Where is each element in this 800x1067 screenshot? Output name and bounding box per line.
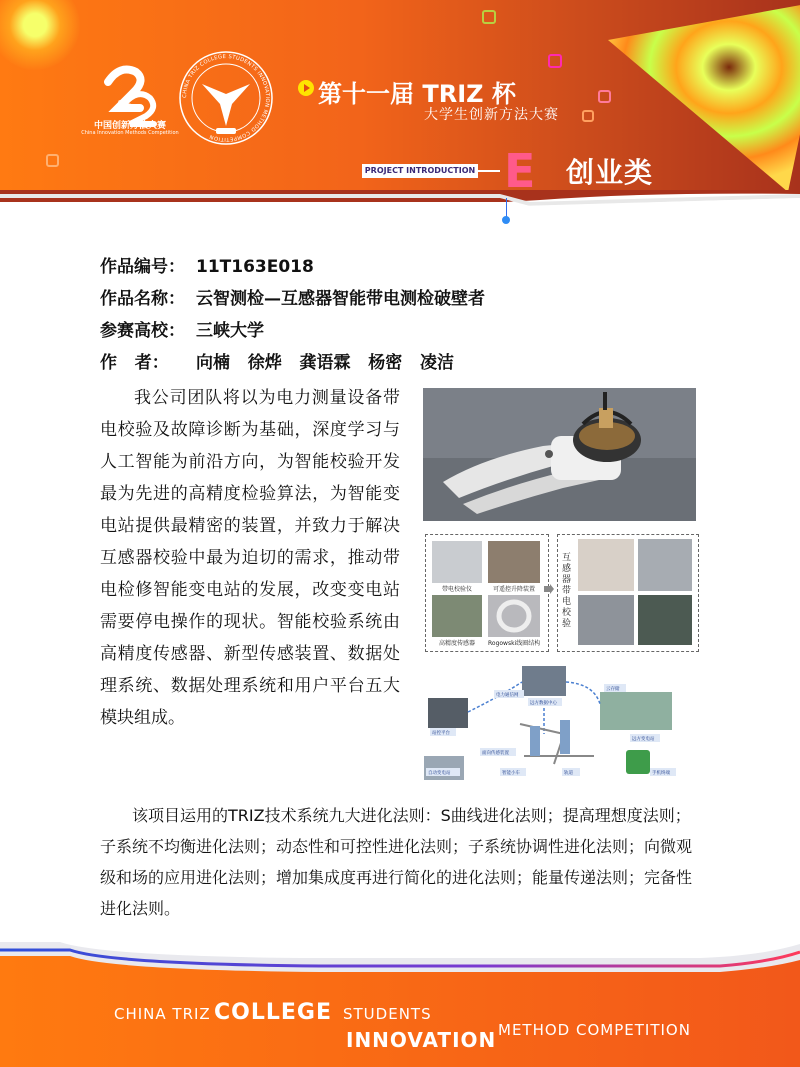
info-row-authors — [100, 348, 485, 380]
scene-thumbnail — [578, 539, 634, 591]
category-letter: E — [504, 144, 536, 190]
header-banner — [0, 0, 800, 190]
diagram-node — [600, 692, 672, 730]
info-key: 作品名称： — [100, 289, 185, 309]
diagram-label: 轨道 — [564, 771, 573, 776]
diagram-label: 自动变电站 — [428, 771, 451, 776]
divider — [506, 198, 507, 218]
system-architecture-diagram — [424, 664, 698, 782]
footer-text-china-triz: CHINA TRIZ — [114, 1005, 211, 1023]
figure-caption: 高精度传感器 — [438, 640, 475, 647]
project-info — [100, 252, 485, 380]
footer-text-innovation: INNOVATION — [346, 1028, 497, 1052]
diagram-label: 远方变电站 — [632, 737, 655, 742]
figure-caption: 可遥控升降装置 — [492, 586, 535, 593]
figure-caption: Rogowski线圈结构 — [488, 640, 541, 647]
triz-competition-emblem-icon — [176, 48, 276, 148]
cimc-logo-subtitle: China Innovation Methods Competition — [81, 130, 179, 136]
figure-caption: 带电校验仪 — [441, 586, 472, 593]
accent-dot — [502, 216, 510, 224]
scene-thumbnail — [578, 595, 634, 645]
diagram-node — [522, 666, 566, 696]
device-photo — [423, 388, 696, 521]
divider — [478, 170, 500, 172]
decorative-square — [598, 90, 611, 103]
arrow-right-icon — [544, 584, 554, 594]
decorative-square — [46, 154, 59, 167]
project-introduction-tag: PROJECT INTRODUCTION — [362, 164, 478, 178]
info-key: 作 者： — [100, 353, 169, 373]
device-thumbnail — [432, 595, 482, 637]
info-value: 11T163E018 — [196, 257, 314, 277]
device-thumbnail — [488, 541, 540, 583]
category-label: 创业类 — [566, 156, 654, 189]
side-label: 互感器带电校验 — [562, 553, 572, 629]
diagram-label: 手机终端 — [652, 771, 670, 776]
diagram-label: 云存储 — [606, 687, 620, 692]
info-key: 作品编号： — [100, 257, 185, 277]
triz-laws-paragraph: 该项目运用的TRIZ技术系统九大进化法则：S曲线进化法则；提高理想度法则；子系统不均衡进化法则；动态性和可控性进化法则；子系统协调性进化法则；向微观级和场的应用进化法则；增加集成度再进行简化的进化法则；能量传递法则；完备性进化法则。 — [100, 806, 693, 918]
scene-thumbnail — [638, 539, 692, 591]
diagram-label: 智能小车 — [502, 771, 520, 776]
svg-text:CIMC: CIMC — [118, 100, 131, 106]
project-description: 我公司团队将以为电力测量设备带电校验及故障诊断为基础，深度学习与人工智能为前沿方向，为智能校验开发最为先进的高精度检验算法，为智能变电站提供最精密的装置，并致力于解决互感器校验中最为迫切的需求，推动带电检修智能变电站的发展，改变变电站需要停电操作的现状。智能校验系统由高精度传感器、新型传感装置、数据处理系统、数据处理系统和用户平台五大模块组成。 — [100, 388, 400, 728]
decorative-square — [548, 54, 562, 68]
diagram-label: 电力通信网 — [496, 693, 519, 698]
diagram-node — [428, 698, 468, 728]
decorative-square — [582, 110, 594, 122]
diagram-node — [626, 750, 650, 774]
device-thumbnail — [488, 595, 540, 637]
footer-text-students: STUDENTS — [343, 1005, 432, 1023]
diagram-label: 面向传感装置 — [482, 751, 509, 756]
info-value: 三峡大学 — [196, 321, 264, 341]
info-value: 云智测检—互感器智能带电测检破壁者 — [196, 289, 485, 309]
figure-panel-live-calibration — [557, 534, 699, 652]
device-thumbnail — [432, 541, 482, 583]
info-row-school — [100, 316, 485, 348]
competition-title: 第十一届 TRIZ 杯 — [318, 80, 516, 108]
cimc-logo-name: 中国创新方法大赛 — [93, 121, 166, 131]
competition-subtitle: 大学生创新方法大赛 — [424, 107, 559, 123]
svg-text:CHINA TRIZ COLLEGE STUDENTS IN: CHINA TRIZ COLLEGE STUDENTS INNOVATION METHOD COMPETITION — [181, 53, 271, 143]
info-row-id — [100, 252, 485, 284]
decorative-square — [482, 10, 496, 24]
header-wave-divider — [0, 184, 800, 214]
info-key: 参赛高校： — [100, 321, 185, 341]
diagram-label: 站控平台 — [432, 731, 450, 736]
footer-text-method-competition: METHOD COMPETITION — [498, 1021, 691, 1039]
info-value: 向楠 徐烨 龚语霖 杨密 凌洁 — [196, 353, 455, 373]
diagram-label: 远方数据中心 — [530, 701, 557, 706]
decorative-glow-circle — [0, 0, 80, 70]
scene-thumbnail — [638, 595, 692, 645]
footer-text-college: COLLEGE — [214, 1000, 332, 1025]
figure-panel-devices — [425, 534, 549, 652]
info-row-name — [100, 284, 485, 316]
